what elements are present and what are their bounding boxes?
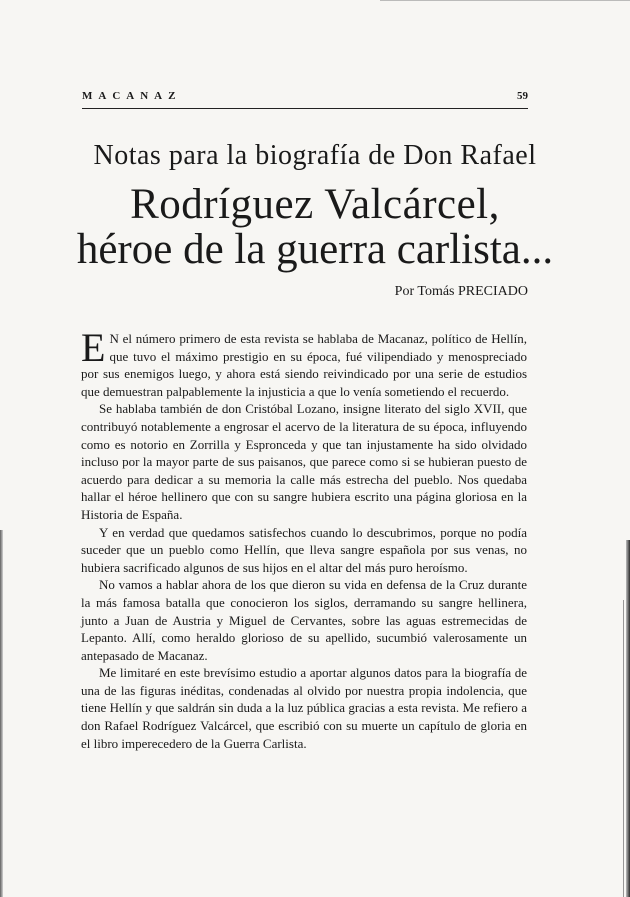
journal-name: MACANAZ	[82, 90, 182, 102]
article-body	[81, 325, 527, 752]
article-title-line-3: héroe de la guerra carlista...	[76, 226, 554, 273]
header-rule	[82, 108, 528, 109]
paragraph-2: Se hablaba también de don Cristóbal Lozano, insigne literato del siglo XVII, que contribuyó notablemente a engrosar el acervo de la literatura de su época, influyendo como es notorio en Zorrilla y Espronceda y que tan injustamente ha sido olvidado incluso por la mayor parte de sus paisanos, que parece como si se hubieran puesto de acuerdo para dedicar a su memoria la calle más estrecha del pueblo. Nos quedaba hallar el héroe hellinero que con su sangre hubiera escrito una página gloriosa en la Historia de España.	[81, 401, 527, 522]
drop-cap: E	[81, 325, 106, 370]
paragraph-4: No vamos a hablar ahora de los que dieron su vida en defensa de la Cruz durante la más famosa batalla que conocieron los siglos, derramando su sangre hellinera, junto a Juan de Austria y Miguel de Cervantes, sobre las aguas estremecidas de Lepanto. Allí, como heraldo glorioso de su apellido, sucumbió valerosamente un antepasado de Macanaz.	[81, 577, 527, 663]
paragraph-1	[81, 325, 527, 400]
article-byline: Por Tomás PRECIADO	[394, 284, 528, 299]
running-header	[82, 90, 528, 106]
page-number: 59	[517, 90, 528, 102]
paragraph-5: Me limitaré en este brevísimo estudio a aportar algunos datos para la biografía de una de las figuras inéditas, condenadas al olvido por nuestra propia indolencia, que tiene Hellín y que saldrán sin duda a la luz pública gracias a esta revista. Me refiero a don Rafael Rodríguez Valcárcel, que escribió con su muerte un capítulo de gloria en el libro imperecedero de la Guerra Carlista.	[81, 665, 527, 751]
scan-edge-left	[0, 530, 3, 897]
scan-edge-top	[380, 0, 630, 1]
article-title-line-1: Notas para la biografía de Don Rafael	[93, 140, 537, 171]
paragraph-1-text: N el número primero de esta revista se hablaba de Macanaz, político de Hellín, que tuvo el máximo prestigio en su época, fué vilipendiado y menospreciado por sus enemigos luego, y ahora está siendo reivindicado por una serie de estudios que demuestran palpablemente la injusticia a que lo venía sometiendo el recuerdo.	[81, 331, 527, 399]
scan-edge-right-line	[623, 600, 624, 897]
scan-edge-right	[626, 540, 630, 897]
paragraph-3: Y en verdad que quedamos satisfechos cuando lo descubrimos, porque no podía suceder que un pueblo como Hellín, que lleva sangre española por sus venas, no hubiera sacrificado algunos de sus hijos en el altar del más puro heroísmo.	[81, 524, 527, 575]
article-title-line-2: Rodríguez Valcárcel,	[130, 181, 500, 228]
